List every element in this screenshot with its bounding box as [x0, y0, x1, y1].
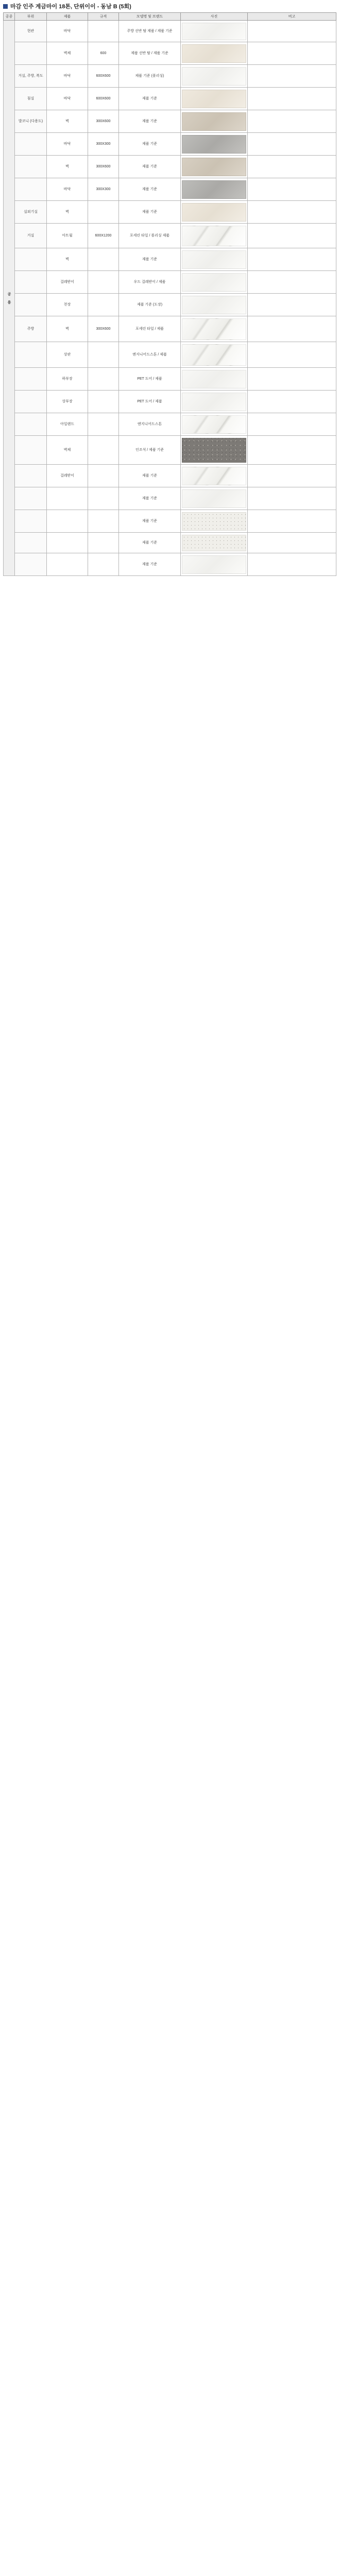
item-cell: 바닥: [47, 65, 88, 88]
material-swatch: [182, 23, 246, 40]
size-cell: [88, 487, 119, 510]
area-cell: [15, 42, 47, 65]
size-cell: [88, 413, 119, 436]
header-photo: 사진: [181, 13, 248, 21]
photo-cell: [181, 248, 248, 271]
remark-cell: [248, 368, 336, 391]
area-cell: [15, 248, 47, 271]
photo-cell: [181, 553, 248, 576]
model-cell: 제품 기준: [119, 110, 181, 133]
size-cell: 600X1200: [88, 224, 119, 248]
table-header-row: [4, 13, 336, 21]
item-cell: 걸레받이: [47, 465, 88, 487]
size-cell: [88, 368, 119, 391]
table-row: [4, 156, 336, 178]
item-cell: 벽: [47, 156, 88, 178]
table-row: [4, 510, 336, 533]
model-cell: 제품 기준: [119, 553, 181, 576]
remark-cell: [248, 487, 336, 510]
remark-cell: [248, 110, 336, 133]
zone-cell: 공 용: [4, 21, 15, 576]
photo-cell: [181, 391, 248, 413]
header-zone: 공종: [4, 13, 15, 21]
model-cell: 제품 기준: [119, 133, 181, 156]
model-cell: 엔지니어드스톤: [119, 413, 181, 436]
area-cell: [15, 133, 47, 156]
material-swatch: [182, 44, 246, 63]
table-row: [4, 413, 336, 436]
photo-cell: [181, 88, 248, 110]
size-cell: [88, 248, 119, 271]
item-cell: [47, 533, 88, 553]
area-cell: [15, 510, 47, 533]
photo-cell: [181, 42, 248, 65]
table-row: [4, 110, 336, 133]
remark-cell: [248, 294, 336, 316]
area-cell: [15, 294, 47, 316]
material-swatch: [182, 226, 246, 246]
area-cell: [15, 553, 47, 576]
size-cell: 600X600: [88, 65, 119, 88]
remark-cell: [248, 271, 336, 294]
area-cell: [15, 533, 47, 553]
table-row: [4, 465, 336, 487]
material-swatch: [182, 438, 246, 463]
table-row: [4, 271, 336, 294]
model-cell: 우드 걸레받이 / 제품: [119, 271, 181, 294]
model-cell: 제품 기준: [119, 248, 181, 271]
item-cell: 아일랜드: [47, 413, 88, 436]
area-cell: 거실, 주방, 복도: [15, 65, 47, 88]
remark-cell: [248, 224, 336, 248]
spec-table: [3, 12, 336, 576]
item-cell: 바닥: [47, 133, 88, 156]
photo-cell: [181, 271, 248, 294]
area-cell: [15, 271, 47, 294]
photo-cell: [181, 21, 248, 42]
remark-cell: [248, 533, 336, 553]
area-cell: [15, 368, 47, 391]
size-cell: 300X600: [88, 110, 119, 133]
photo-cell: [181, 224, 248, 248]
model-cell: PET 도어 / 제품: [119, 368, 181, 391]
item-cell: 벽: [47, 248, 88, 271]
table-row: [4, 553, 336, 576]
table-row: [4, 294, 336, 316]
material-swatch: [182, 555, 246, 574]
item-cell: 상판: [47, 342, 88, 368]
remark-cell: [248, 465, 336, 487]
remark-cell: [248, 156, 336, 178]
remark-cell: [248, 42, 336, 65]
header-area: 부위: [15, 13, 47, 21]
material-swatch: [182, 296, 246, 314]
size-cell: [88, 294, 119, 316]
table-row: [4, 391, 336, 413]
item-cell: 상부장: [47, 391, 88, 413]
header-model: 모델명 및 브랜드: [119, 13, 181, 21]
header-remark: 비고: [248, 13, 336, 21]
area-cell: [15, 413, 47, 436]
model-cell: 엔지니어드스톤 / 제품: [119, 342, 181, 368]
size-cell: 600X600: [88, 88, 119, 110]
model-cell: 제품 기준: [119, 533, 181, 553]
remark-cell: [248, 88, 336, 110]
photo-cell: [181, 65, 248, 88]
size-cell: [88, 465, 119, 487]
remark-cell: [248, 133, 336, 156]
title-bullet-icon: [3, 4, 8, 9]
area-cell: [15, 342, 47, 368]
size-cell: 600: [88, 42, 119, 65]
remark-cell: [248, 201, 336, 224]
size-cell: 300X600: [88, 316, 119, 342]
item-cell: 걸레받이: [47, 271, 88, 294]
remark-cell: [248, 553, 336, 576]
area-cell: [15, 178, 47, 201]
material-swatch: [182, 250, 246, 269]
area-cell: 거실: [15, 224, 47, 248]
item-cell: 바닥: [47, 178, 88, 201]
material-swatch: [182, 415, 246, 434]
photo-cell: [181, 178, 248, 201]
size-cell: [88, 21, 119, 42]
table-row: [4, 436, 336, 465]
model-cell: 인조석 / 제품 기준: [119, 436, 181, 465]
area-cell: 실외기실: [15, 201, 47, 224]
size-cell: [88, 201, 119, 224]
photo-cell: [181, 368, 248, 391]
table-row: [4, 42, 336, 65]
remark-cell: [248, 436, 336, 465]
item-cell: 하부장: [47, 368, 88, 391]
item-cell: 천장: [47, 294, 88, 316]
material-swatch: [182, 135, 246, 154]
material-swatch: [182, 112, 246, 131]
item-cell: 바닥: [47, 21, 88, 42]
table-row: [4, 224, 336, 248]
table-row: [4, 178, 336, 201]
photo-cell: [181, 436, 248, 465]
item-cell: 바닥: [47, 88, 88, 110]
material-swatch: [182, 467, 246, 485]
model-cell: 제품 선반 탈 / 제품 기준: [119, 42, 181, 65]
photo-cell: [181, 110, 248, 133]
material-swatch: [182, 180, 246, 199]
area-cell: 현관: [15, 21, 47, 42]
header-item: 제품: [47, 13, 88, 21]
size-cell: [88, 510, 119, 533]
item-cell: [47, 487, 88, 510]
material-swatch: [182, 158, 246, 176]
table-row: [4, 65, 336, 88]
size-cell: 300X600: [88, 156, 119, 178]
table-row: [4, 342, 336, 368]
area-cell: [15, 465, 47, 487]
photo-cell: [181, 342, 248, 368]
header-size: 규격: [88, 13, 119, 21]
size-cell: [88, 271, 119, 294]
item-cell: 벽: [47, 201, 88, 224]
material-swatch: [182, 535, 246, 551]
remark-cell: [248, 65, 336, 88]
area-cell: 발코니 (다용도): [15, 110, 47, 133]
size-cell: [88, 342, 119, 368]
model-cell: 제품 기준: [119, 487, 181, 510]
size-cell: [88, 533, 119, 553]
remark-cell: [248, 316, 336, 342]
model-cell: 제품 기준: [119, 178, 181, 201]
photo-cell: [181, 156, 248, 178]
material-swatch: [182, 90, 246, 108]
model-cell: 제품 기준: [119, 88, 181, 110]
model-cell: 제품 기준: [119, 201, 181, 224]
model-cell: PET 도어 / 제품: [119, 391, 181, 413]
model-cell: 주방 선반 탈 제품 / 제품 기준: [119, 21, 181, 42]
table-row: [4, 533, 336, 553]
area-cell: 주방: [15, 316, 47, 342]
photo-cell: [181, 316, 248, 342]
material-swatch: [182, 512, 246, 531]
item-cell: [47, 510, 88, 533]
table-row: [4, 21, 336, 42]
table-row: [4, 248, 336, 271]
remark-cell: [248, 391, 336, 413]
model-cell: 포세린 타일 / 폴리싱 제품: [119, 224, 181, 248]
material-swatch: [182, 273, 246, 292]
material-swatch: [182, 370, 246, 388]
remark-cell: [248, 248, 336, 271]
material-swatch: [182, 393, 246, 411]
area-cell: 침실: [15, 88, 47, 110]
model-cell: 제품 기준: [119, 465, 181, 487]
photo-cell: [181, 510, 248, 533]
photo-cell: [181, 413, 248, 436]
table-row: [4, 487, 336, 510]
remark-cell: [248, 21, 336, 42]
photo-cell: [181, 201, 248, 224]
remark-cell: [248, 413, 336, 436]
table-row: [4, 316, 336, 342]
model-cell: 제품 기준 (도장): [119, 294, 181, 316]
table-row: [4, 201, 336, 224]
model-cell: 포세린 타일 / 제품: [119, 316, 181, 342]
size-cell: [88, 391, 119, 413]
table-row: [4, 88, 336, 110]
material-swatch: [182, 344, 246, 366]
material-swatch: [182, 203, 246, 222]
remark-cell: [248, 342, 336, 368]
size-cell: [88, 553, 119, 576]
area-cell: [15, 391, 47, 413]
remark-cell: [248, 178, 336, 201]
page-title: 마감 인주 계금마이 18톤, 단위이이 - 동남 B (5회): [0, 0, 340, 12]
model-cell: 제품 기준: [119, 510, 181, 533]
model-cell: 제품 기준 (폴리싱): [119, 65, 181, 88]
area-cell: [15, 156, 47, 178]
item-cell: 아트월: [47, 224, 88, 248]
item-cell: [47, 553, 88, 576]
area-cell: [15, 487, 47, 510]
area-cell: [15, 436, 47, 465]
material-swatch: [182, 318, 246, 340]
item-cell: 벽: [47, 316, 88, 342]
item-cell: 벽체: [47, 436, 88, 465]
size-cell: [88, 436, 119, 465]
remark-cell: [248, 510, 336, 533]
item-cell: 벽체: [47, 42, 88, 65]
photo-cell: [181, 294, 248, 316]
model-cell: 제품 기준: [119, 156, 181, 178]
photo-cell: [181, 487, 248, 510]
size-cell: 300X300: [88, 178, 119, 201]
photo-cell: [181, 533, 248, 553]
photo-cell: [181, 133, 248, 156]
photo-cell: [181, 465, 248, 487]
material-swatch: [182, 489, 246, 508]
item-cell: 벽: [47, 110, 88, 133]
size-cell: 300X300: [88, 133, 119, 156]
material-swatch: [182, 67, 246, 86]
table-row: [4, 368, 336, 391]
table-row: [4, 133, 336, 156]
